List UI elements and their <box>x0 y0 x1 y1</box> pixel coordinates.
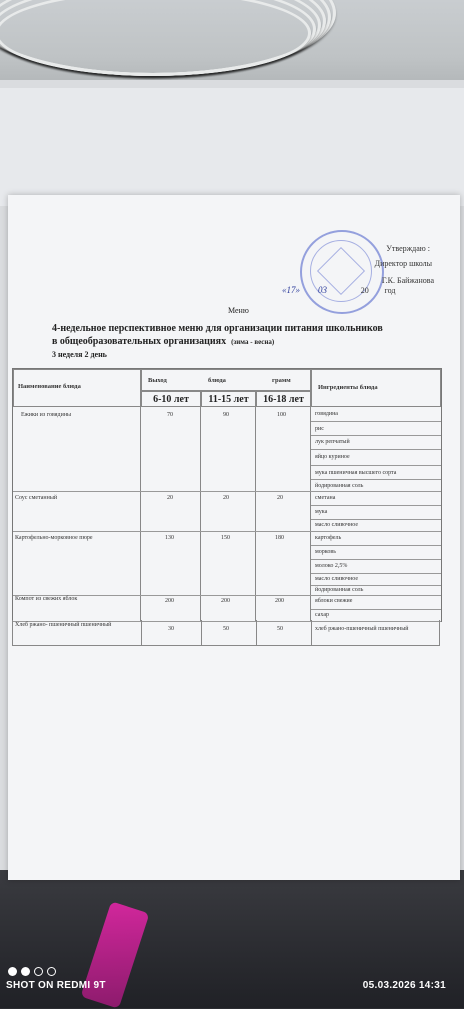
ingredient: морковь <box>315 549 336 555</box>
ingredient: йодированная соль <box>315 483 364 489</box>
approval-year-prefix: 20 <box>360 286 369 295</box>
title-line-1: 4-недельное перспективное меню для организации питания школьников <box>52 323 383 334</box>
ingredient: лук репчатый <box>315 439 350 445</box>
portion-6-10: 130 <box>165 535 174 541</box>
ingredient: хлеб ржано-пшеничный пшеничный <box>315 626 409 632</box>
camera-watermark: SHOT ON REDMI 9T <box>6 980 106 991</box>
portion-6-10: 200 <box>165 598 174 604</box>
dish-name: Соус сметанный <box>15 495 58 501</box>
ingredient: сметана <box>315 495 336 501</box>
camera-dots <box>8 963 60 981</box>
approval-line-1: Утверждаю : <box>386 244 430 253</box>
ingredient: молоко 2,5% <box>315 563 348 569</box>
header-age-16-18: 16-18 лет <box>256 391 311 407</box>
header-age-6-10: 6-10 лет <box>141 391 201 407</box>
dish-name: Компот из свежих яблок <box>15 596 78 602</box>
header-output: Выход блюда грамм <box>141 369 311 391</box>
portion-11-15: 150 <box>221 535 230 541</box>
title-line-2-wrap <box>52 335 442 349</box>
portion-16-18: 50 <box>277 626 283 632</box>
school-seal-stamp <box>300 230 384 314</box>
header-age-11-15: 11-15 лет <box>201 391 256 407</box>
menu-heading: Меню <box>228 306 249 315</box>
ingredient: йодированная соль <box>315 587 364 593</box>
header-ingredients: Ингредиенты блюда <box>311 369 441 407</box>
ingredient: мука <box>315 509 328 515</box>
ingredient: мука пшеничная высшего сорта <box>315 470 397 476</box>
table-row-bread <box>12 620 440 646</box>
dish-name: Хлеб ржано- пшеничный пшеничный <box>15 622 112 628</box>
ingredient: масло сливочное <box>315 576 359 582</box>
portion-6-10: 70 <box>167 412 173 418</box>
portion-6-10: 30 <box>168 626 174 632</box>
approval-month: 03 <box>318 285 327 295</box>
approval-line-3: Г.К. Байжанова <box>381 276 434 285</box>
portion-6-10: 20 <box>167 495 173 501</box>
document-title <box>52 322 442 349</box>
approval-day: «17» <box>282 285 300 295</box>
portion-16-18: 20 <box>277 495 283 501</box>
title-line-2: в общеобразовательных организациях <box>52 336 227 347</box>
ingredient: говядина <box>315 411 338 417</box>
portion-16-18: 100 <box>277 412 286 418</box>
portion-11-15: 50 <box>223 626 229 632</box>
paper-under-sheet <box>0 88 464 206</box>
ingredient: яйцо куриное <box>315 454 350 460</box>
approval-date <box>282 285 395 295</box>
ingredient: картофель <box>315 535 342 541</box>
portion-11-15: 90 <box>223 412 229 418</box>
ingredient: сахар <box>315 612 329 618</box>
ingredient: яблоки свежие <box>315 598 353 604</box>
capture-datetime: 05.03.2026 14:31 <box>362 980 446 991</box>
dish-name: Ежики из говядины <box>21 412 72 418</box>
portion-11-15: 20 <box>223 495 229 501</box>
approval-line-2: Директор школы <box>374 259 432 268</box>
dish-name: Картофельно-морковное пюре <box>15 535 93 541</box>
menu-table <box>12 368 442 622</box>
title-season: (зима - весна) <box>231 338 275 346</box>
week-day-label: 3 неделя 2 день <box>52 350 107 359</box>
header-dish: Наименование блюда <box>13 369 141 407</box>
approval-year-suffix: год <box>384 286 396 295</box>
portion-16-18: 200 <box>275 598 284 604</box>
ingredient: рис <box>315 426 324 432</box>
portion-16-18: 180 <box>275 535 284 541</box>
ingredient: масло сливочное <box>315 522 359 528</box>
portion-11-15: 200 <box>221 598 230 604</box>
